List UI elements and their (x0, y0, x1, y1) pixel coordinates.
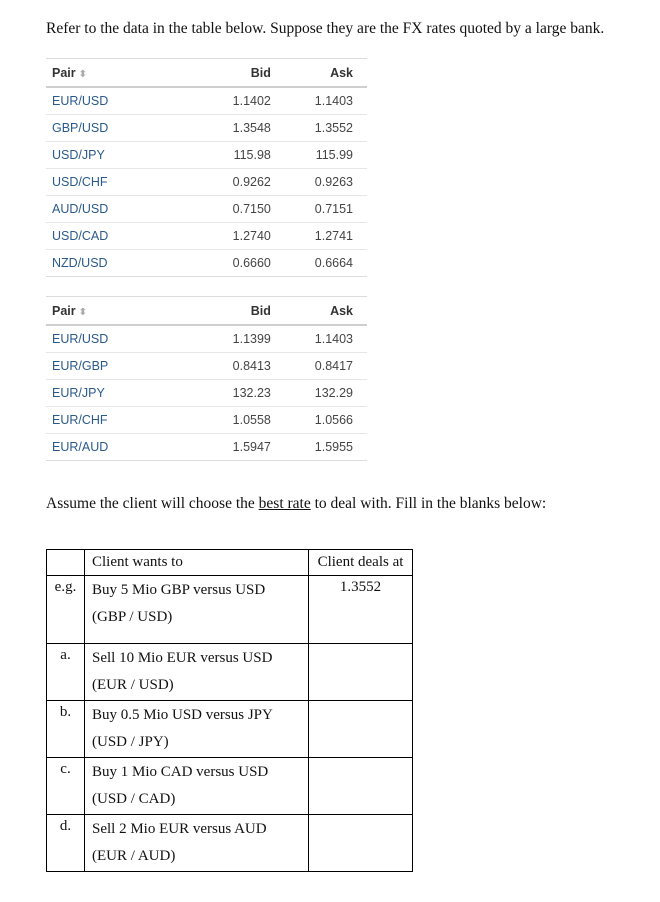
client-deals-header: Client deals at (309, 550, 413, 576)
client-wants-header: Client wants to (85, 550, 309, 576)
pair-column-header[interactable]: Pair ⬍ (46, 59, 194, 88)
bid-cell: 1.0558 (194, 407, 271, 434)
pair-cell: EUR/CHF (46, 407, 194, 434)
bid-cell: 1.3548 (194, 115, 271, 142)
pair-cell: USD/JPY (46, 142, 194, 169)
table-row (46, 325, 367, 353)
client-wants-cell: Buy 0.5 Mio USD versus JPY (USD / JPY) (85, 701, 309, 758)
pair-cell: EUR/GBP (46, 353, 194, 380)
answer-blank[interactable] (309, 644, 413, 701)
table-row (46, 87, 367, 115)
fx-rates-table-usd (46, 58, 367, 277)
ask-cell: 1.3552 (271, 115, 367, 142)
bid-cell: 1.1399 (194, 325, 271, 353)
exercise-row-d (47, 815, 413, 872)
pair-cell: GBP/USD (46, 115, 194, 142)
exercise-table (46, 549, 413, 872)
exercise-row-b (47, 701, 413, 758)
ask-cell: 0.9263 (271, 169, 367, 196)
table-row (46, 142, 367, 169)
exercise-row-c (47, 758, 413, 815)
bid-cell: 132.23 (194, 380, 271, 407)
instruction-text-end: to deal with. Fill in the blanks below: (310, 495, 547, 512)
ask-cell: 1.1403 (271, 325, 367, 353)
table-row (46, 434, 367, 461)
client-wants-cell: Sell 2 Mio EUR versus AUD (EUR / AUD) (85, 815, 309, 872)
row-label: d. (47, 815, 85, 872)
pair-cell: EUR/AUD (46, 434, 194, 461)
table-row (46, 223, 367, 250)
label-column-header (47, 550, 85, 576)
ask-cell: 0.7151 (271, 196, 367, 223)
fx-rates-table-eur-crosses (46, 296, 367, 461)
answer-blank[interactable] (309, 758, 413, 815)
pair-cell: NZD/USD (46, 250, 194, 277)
pair-cell: USD/CAD (46, 223, 194, 250)
bid-cell: 0.6660 (194, 250, 271, 277)
ask-cell: 1.2741 (271, 223, 367, 250)
table-row (46, 380, 367, 407)
table-row (46, 169, 367, 196)
answer-blank[interactable] (309, 815, 413, 872)
bid-column-header: Bid (194, 59, 271, 88)
pair-cell: EUR/USD (46, 87, 194, 115)
best-rate-emphasis: best rate (258, 495, 311, 512)
sort-icon[interactable]: ⬍ (78, 68, 88, 80)
exercise-row-a (47, 644, 413, 701)
table-header-row (46, 297, 367, 326)
bid-column-header: Bid (194, 297, 271, 326)
row-label: b. (47, 701, 85, 758)
client-wants-cell: Buy 5 Mio GBP versus USD (GBP / USD) (85, 576, 309, 644)
instruction-text-start: Assume the client will choose the (46, 495, 259, 512)
bid-cell: 1.2740 (194, 223, 271, 250)
pair-column-header[interactable]: Pair ⬍ (46, 297, 194, 326)
ask-cell: 1.5955 (271, 434, 367, 461)
client-deals-cell: 1.3552 (309, 576, 413, 644)
ask-cell: 0.8417 (271, 353, 367, 380)
ask-cell: 1.0566 (271, 407, 367, 434)
row-label: a. (47, 644, 85, 701)
pair-cell: USD/CHF (46, 169, 194, 196)
exercise-row-example (47, 576, 413, 644)
bid-cell: 1.5947 (194, 434, 271, 461)
ask-column-header: Ask (271, 297, 367, 326)
ask-cell: 1.1403 (271, 87, 367, 115)
table-row (46, 250, 367, 277)
ask-cell: 0.6664 (271, 250, 367, 277)
pair-cell: EUR/JPY (46, 380, 194, 407)
intro-text: Refer to the data in the table below. Suppose they are the FX rates quoted by a large bank. (46, 20, 605, 37)
exercise-header-row (47, 550, 413, 576)
row-label: c. (47, 758, 85, 815)
bid-cell: 0.7150 (194, 196, 271, 223)
pair-cell: EUR/USD (46, 325, 194, 353)
bid-cell: 115.98 (194, 142, 271, 169)
bid-cell: 0.8413 (194, 353, 271, 380)
table-row (46, 407, 367, 434)
table-row (46, 353, 367, 380)
table-row (46, 196, 367, 223)
pair-cell: AUD/USD (46, 196, 194, 223)
ask-cell: 132.29 (271, 380, 367, 407)
ask-column-header: Ask (271, 59, 367, 88)
client-wants-cell: Buy 1 Mio CAD versus USD (USD / CAD) (85, 758, 309, 815)
ask-cell: 115.99 (271, 142, 367, 169)
sort-icon[interactable]: ⬍ (78, 306, 88, 318)
table-header-row (46, 59, 367, 88)
bid-cell: 1.1402 (194, 87, 271, 115)
row-label: e.g. (47, 576, 85, 644)
answer-blank[interactable] (309, 701, 413, 758)
bid-cell: 0.9262 (194, 169, 271, 196)
client-wants-cell: Sell 10 Mio EUR versus USD (EUR / USD) (85, 644, 309, 701)
table-row (46, 115, 367, 142)
instruction-text (46, 495, 546, 513)
